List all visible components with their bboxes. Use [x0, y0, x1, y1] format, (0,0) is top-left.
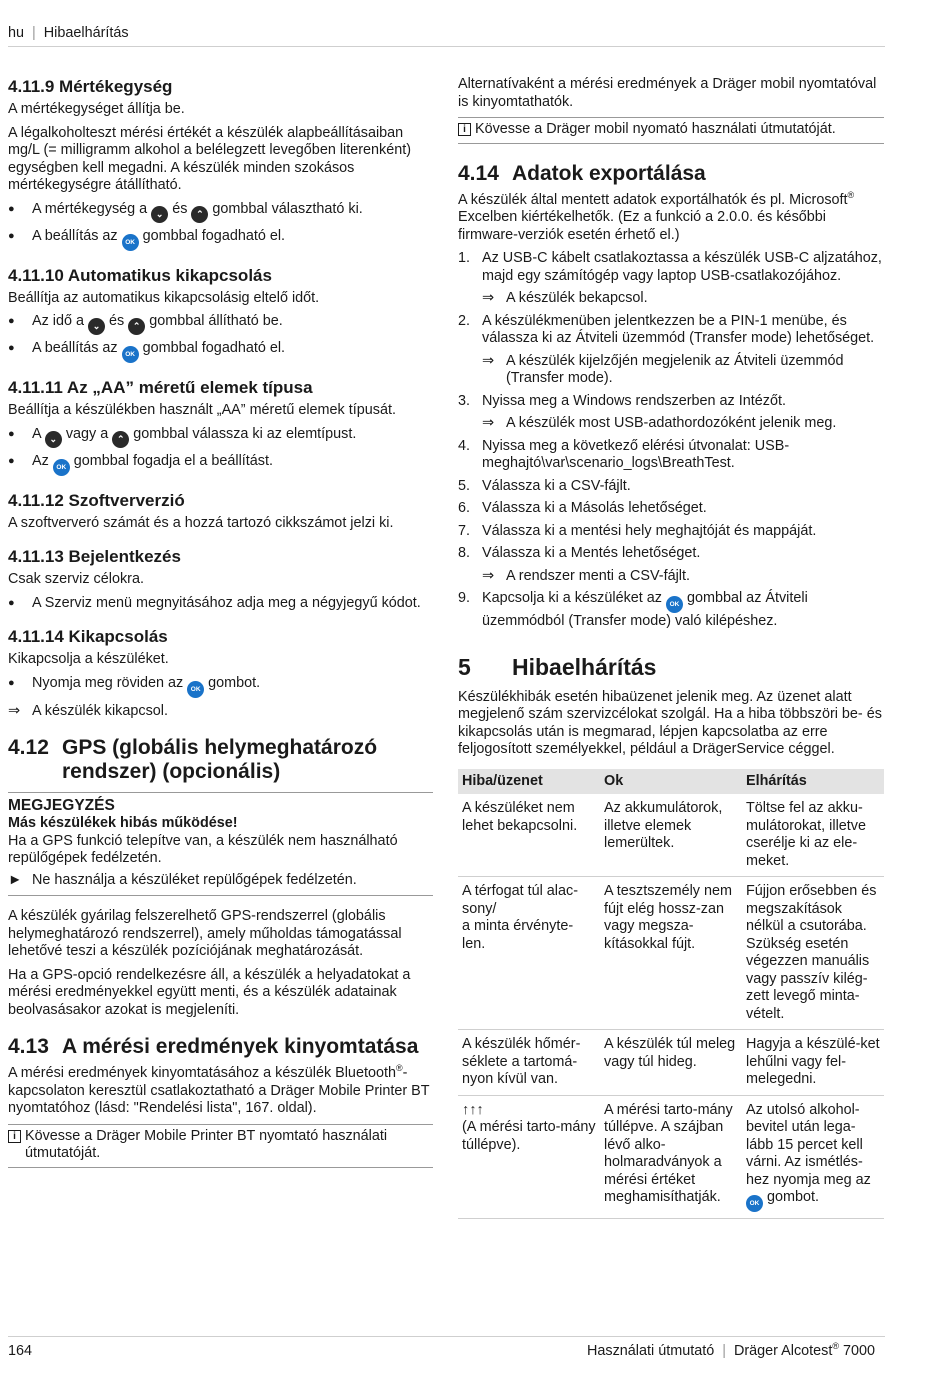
list-item: ● A Szerviz menü megnyitásához adja meg a négyjegyű kódot. [8, 594, 421, 611]
troubleshooting-table [458, 769, 884, 1220]
ok-button-icon: OK [666, 596, 683, 613]
export-steps [458, 250, 884, 585]
table-header: Elhárítás [742, 769, 884, 795]
left-column [8, 76, 433, 1172]
header-section: Hibaelhárítás [43, 25, 129, 41]
notice-text: Ha a GPS funkció telepítve van, a készülék nem használható repülőgépek fedélzetén. [8, 832, 398, 866]
table-header: Ok [600, 769, 742, 795]
result-arrow-icon: ⇒ [482, 415, 495, 431]
header-lang: hu [8, 25, 25, 41]
result-item: ⇒ A készülék kikapcsol. [8, 702, 168, 719]
up-button-icon: ⌃ [191, 206, 208, 223]
table-cell: Az utolsó alkohol-bevitel után lega-lább 15 percet kell várni. Az ismétlés-hez nyomja meg az OK gombot. [742, 1095, 884, 1219]
list-item: ● A beállítás az OK gombbal fogadható el. [8, 340, 433, 363]
table-cell: Hagyja a készülé-ket lehűlni vagy fel-melegedni. [742, 1030, 884, 1096]
list-item: ● A beállítás az OK gombbal fogadható el. [8, 228, 433, 251]
section-title-4-11-11: 4.11.11 Az „AA” méretű elemek típusa [8, 378, 313, 397]
table-row [458, 1030, 884, 1096]
section-title-4-11-10: 4.11.10 Automatikus kikapcsolás [8, 265, 272, 285]
list-item: 8. Válassza ki a Mentés lehetőséget. [458, 545, 701, 561]
paragraph: Beállítja az automatikus kikapcsolásig eltelő időt. [8, 289, 320, 306]
result-arrow-icon: ⇒ [482, 290, 495, 306]
header-divider [8, 46, 885, 47]
list-item: 6. Válassza ki a Másolás lehetőséget. [458, 500, 707, 516]
down-button-icon: ⌄ [151, 206, 168, 223]
export-step-9: 9. Kapcsolja ki a készüléket az OK gombbal az Átviteli üzemmódból (Transfer mode) való kilépéshez. [458, 590, 808, 629]
notice-title: MEGJEGYZÉS [8, 797, 115, 814]
ok-button-icon: OK [122, 234, 139, 251]
paragraph: Készülékhibák esetén hibaüzenet jelenik meg. Az üzenet alatt megjelenő szám szervizcélokat szolgál. Ha a hiba többszöri be- és kikapcsolás után is megmarad, lépjen kapcsolatba az erre feljogosított személyekkel, például a DrägerService céggel. [458, 688, 882, 757]
table-cell: A készülék hőmér-séklete a tartomá-nyon kívül van. [458, 1030, 600, 1096]
paragraph: A mérési eredmények kinyomtatásához a készülék Bluetooth®-kapcsolaton keresztül csatlakoztatható a Dräger Mobile Printer BT nyomtatóhoz (lásd: "Rendelési lista", 167. oldal). [8, 1063, 430, 1116]
paragraph: Beállítja a készülékben használt „AA” méretű elemek típusát. [8, 402, 396, 418]
page-header: hu | Hibaelhárítás [8, 25, 129, 41]
up-button-icon: ⌃ [112, 431, 129, 448]
section-title-5: 5 Hibaelhárítás [458, 653, 657, 680]
down-button-icon: ⌄ [88, 318, 105, 335]
table-cell: Fújjon erősebben és megszakítások nélkül a csutorába. Szükség esetén végezzen manuális vagy passzív kilég-zett levegő minta-vételt. [742, 877, 884, 1030]
section-title-4-13: 4.13 A mérési eredmények kinyomtatása [8, 1035, 419, 1058]
section-title-4-11-13: 4.11.13 Bejelentkezés [8, 547, 181, 566]
info-icon: i [8, 1130, 21, 1143]
down-button-icon: ⌄ [45, 431, 62, 448]
footer-divider [8, 1336, 885, 1337]
result-arrow-icon: ⇒ [8, 702, 21, 719]
list-item: 2. A készülékmenüben jelentkezzen be a PIN-1 menübe, és válassza ki az Átviteli üzemmód (Transfer mode) lehetőséget. [458, 312, 875, 346]
list-item: ● Az OK gombbal fogadja el a beállítást. [8, 453, 433, 476]
section-title-4-11-12: 4.11.12 Szoftververzió [8, 490, 185, 510]
ok-button-icon: OK [53, 459, 70, 476]
paragraph: A készülék által mentett adatok exportálhatók és pl. Microsoft® Excelben kiértékelhetők. (Ez a funkció a 2.0.0. és későbbi firmware-verziók esetén érhető el.) [458, 189, 855, 243]
paragraph: A mértékegységet állítja be. [8, 101, 185, 117]
paragraph: Alternatívaként a mérési eredmények a Dräger mobil nyomtatóval is kinyomtathatók. [458, 76, 877, 110]
list-item: ● A ⌄ vagy a ⌃ gombbal válassza ki az elemtípust. [8, 426, 433, 448]
section-title-4-12: 4.12 GPS (globális helymeghatározó rendszer) (opcionális) [8, 736, 378, 783]
paragraph: A légalkoholteszt mérési értékét a készülék alapbeállításaiban mg/L (= milligramm alkohol a belélegzett levegőben literenként) egységben kell megadni. A készülék minden szokásos mértékegységre átállítható. [8, 124, 412, 193]
info-box: i Kövesse a Dräger mobil nyomató használati útmutatóját. [458, 117, 884, 144]
paragraph: A szoftververó számát és a hozzá tartozó cikkszámot jelzi ki. [8, 514, 394, 531]
result-arrow-icon: ⇒ [482, 567, 495, 584]
paragraph: Ha a GPS-opció rendelkezésre áll, a készülék a helyadatokat a mérési eredményekkel együtt menti, és a készülék adatainak beolvasásakor azokat is megjeleníti. [8, 966, 411, 1018]
list-item: 3. Nyissa meg a Windows rendszerben az Intézőt. [458, 392, 786, 409]
info-box: i Kövesse a Dräger Mobile Printer BT nyomtató használati útmutatóját. [8, 1124, 433, 1168]
list-item: 7. Válassza ki a mentési hely meghajtóját és mappáját. [458, 522, 817, 539]
section-title-4-11-9: 4.11.9 Mértékegység [8, 77, 173, 96]
paragraph: Csak szerviz célokra. [8, 571, 144, 587]
footer-doc: Használati útmutató | Dräger Alcotest® 7000 [587, 1341, 875, 1359]
ok-button-icon: OK [746, 1195, 763, 1212]
table-cell: Az akkumulátorok, illetve elemek lemerültek. [600, 794, 742, 877]
list-item: ● Az idő a ⌄ és ⌃ gombbal állítható be. [8, 313, 433, 335]
info-icon: i [458, 123, 471, 136]
list-item: 5. Válassza ki a CSV-fájlt. [458, 477, 631, 494]
list-item: 4. Nyissa meg a következő elérési útvonalat: USB-meghajtó\var\scenario_logs\BreathTest. [458, 437, 790, 471]
result-arrow-icon: ⇒ [482, 352, 495, 369]
table-row [458, 1095, 884, 1219]
notice-box [8, 792, 433, 896]
paragraph: A készülék gyárilag felszerelhető GPS-rendszerrel (globális helymeghatározó rendszerrel), amely műholdas támogatással lehetővé teszi a készülék pozíciójának meghatározását. [8, 908, 402, 959]
table-cell: A tesztszemély nem fújt elég hossz-zan vagy megsza-kításokkal fújt. [600, 877, 742, 1030]
right-column [458, 76, 884, 1219]
table-cell: A készülék túl meleg vagy túl hideg. [600, 1030, 742, 1096]
section-title-4-11-14: 4.11.14 Kikapcsolás [8, 627, 168, 646]
ok-button-icon: OK [187, 681, 204, 698]
result-item: ⇒ A készülék kijelzőjén megjelenik az Átviteli üzemmód (Transfer mode). [482, 352, 844, 386]
up-button-icon: ⌃ [128, 318, 145, 335]
table-cell: ↑↑↑ (A mérési tarto-mány túllépve). [458, 1095, 600, 1219]
notice-action: ► Ne használja a készüléket repülőgépek fedélzetén. [8, 871, 357, 888]
ok-button-icon: OK [122, 346, 139, 363]
table-cell: A készüléket nem lehet bekapcsolni. [458, 794, 600, 877]
list-item: ● Nyomja meg röviden az OK gombot. [8, 675, 433, 698]
result-item: ⇒ A készülék most USB-adathordozóként jelenik meg. [482, 415, 837, 431]
list-item: 1. Az USB-C kábelt csatlakoztassa a készülék USB-C aljzatához, majd egy számítógép vagy laptop USB-csatlakozójához. [458, 250, 882, 284]
table-row [458, 877, 884, 1030]
result-item: ⇒ A készülék bekapcsol. [482, 290, 648, 306]
notice-subtitle: Más készülékek hibás működése! [8, 815, 238, 831]
table-row [458, 794, 884, 877]
page-number: 164 [8, 1343, 33, 1359]
table-header: Hiba/üzenet [458, 769, 600, 795]
table-cell: Töltse fel az akku-mulátorokat, illetve cserélje ki az ele-meket. [742, 794, 884, 877]
section-title-4-14: 4.14 Adatok exportálása [458, 161, 706, 185]
action-triangle-icon: ► [8, 871, 23, 888]
list-item: ● A mértékegység a ⌄ és ⌃ gombbal választható ki. [8, 201, 433, 223]
paragraph: Kikapcsolja a készüléket. [8, 651, 169, 667]
table-cell: A mérési tarto-mány túllépve. A szájban lévő alko-holmaradványok a mérési értéket meghamisíthatják. [600, 1095, 742, 1219]
result-item: ⇒ A rendszer menti a CSV-fájlt. [482, 567, 690, 584]
table-cell: A térfogat túl alac-sony/ a minta érvényte-len. [458, 877, 600, 1030]
